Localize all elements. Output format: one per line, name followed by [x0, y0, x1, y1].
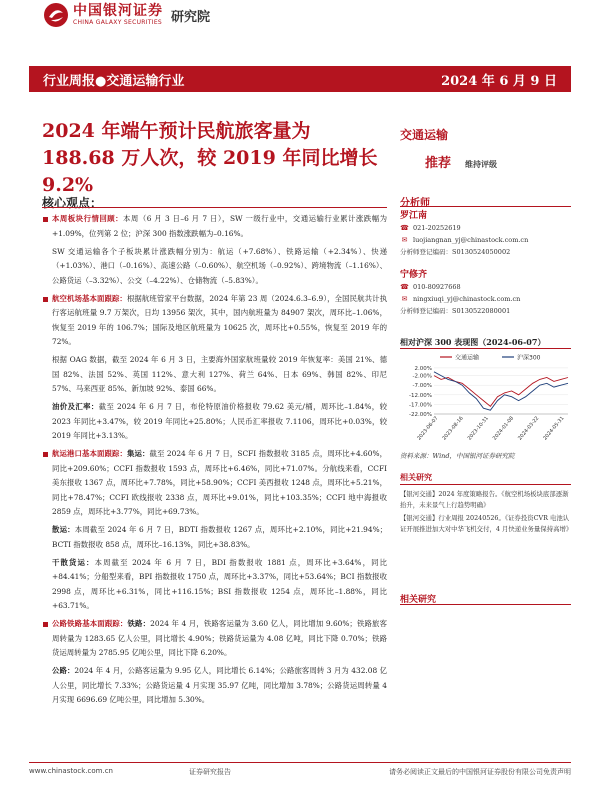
body-paragraph	[42, 212, 387, 241]
logo-chinese-name: 中国银河证券	[73, 3, 163, 19]
paragraph-lead: 本周板块行情回顾：	[52, 214, 124, 223]
paragraph-text: SW 交通运输各个子板块累计涨跌幅分别为：航运（+7.68%）、铁路运输（+2.34%）、快递（+1.03%）、港口（–0.16%）、高速公路（–0.60%）、航空机场（–0.92%）、跨境物流（–1.16%）、公路货运（–3.32%）、公交（–4.22%）、仓储物流（–5.83%）。	[52, 246, 387, 285]
paragraph-lead: 铁路：	[127, 619, 151, 628]
brand-logo	[43, 2, 210, 28]
series-line-0	[434, 376, 568, 407]
industry-label: 交通运输	[400, 128, 449, 142]
report-date: 2024 年 6 月 9 日	[441, 73, 557, 89]
x-tick-label: 2023-10-31	[466, 415, 490, 442]
analyst-email[interactable]: luojiangnan_yj@chinastock.com.cn	[413, 236, 529, 244]
paragraph-text: 本周（6 月 3 日–6 月 7 日），SW 一级行业中，交通运输行业累计涨跌幅为+1.09%，位列第 2 位；沪深 300 指数涨跌幅为–0.16%。	[52, 214, 387, 238]
analyst-phone: 010-80927668	[413, 283, 461, 291]
analyst-card	[400, 210, 528, 258]
paragraph-text: 截至 2024 年 6 月 7 日，SCFI 指数报收 3185 点，周环比+4.60%，同比+209.60%；CCFI 指数报收 1593 点，周环比+6.46%，同比+71.07%。分航线来看，CCFI 美东报收 1367 点，周环比+7.78%，同比+58.90%；CCFI 美西报收 1248 点，周环比+5.21%，同比+78.47%；CCFI 欧线报收 2338 点，周环比+9.01%，同比+103.35%；CCFI 地中海报收 2859 点，周环比+3.77%，同比+69.73%。	[52, 449, 387, 516]
paragraph-text: 2024 年 4 月，公路客运量为 9.95 亿人，同比增长 6.14%；公路旅客周转 3 月为 432.08 亿人公里，同比增长 7.33%；公路货运量 4 月实现 35.97 亿吨，同比增加 3.78%；公路货运周转量 4 月实现 6696.69 亿吨公里，同比增加 5.30%。	[52, 666, 387, 704]
x-tick-label: 2024-05-31	[542, 415, 566, 442]
page-footer	[29, 767, 571, 777]
x-tick-label: 2024-01-08	[491, 415, 516, 442]
footer-divider	[29, 762, 571, 763]
divider	[400, 484, 571, 485]
footer-label: 证券研究报告	[189, 768, 231, 776]
core-view-body	[42, 212, 387, 711]
y-tick-label: -2.00%	[412, 373, 432, 380]
related-item[interactable]: 【银河交通】行业周报 20240526。《证券投资CVR 电池认证开展推进加大对中华飞机交付，4 月快递业务量保持高增》	[400, 514, 573, 533]
divider	[400, 348, 571, 349]
email-icon: ✉	[401, 236, 408, 244]
y-tick-label: -7.00%	[412, 383, 432, 390]
y-tick-label: -22.00%	[409, 412, 432, 418]
phone-icon: ☎	[400, 283, 409, 291]
legend-label: 交通运输	[455, 354, 480, 362]
phone-icon: ☎	[400, 224, 409, 232]
galaxy-logo-icon	[43, 2, 69, 28]
paragraph-text: 本周截至 2024 年 6 月 7 日，BDI 指数报收 1881 点，周环比+3.64%，同比+84.41%；分船型来看，BPI 指数报收 1750 点，周环比+3.37%，同比+53.64%；BCI 指数报收 2998 点，周环比+6.31%，同比+116.15%；BSI 指数报收 1254 点，周环比–1.88%，同比+63.71%。	[52, 557, 387, 610]
paragraph-lead: 公路：	[52, 666, 75, 675]
body-paragraph	[42, 245, 387, 289]
footer-disclaimer: 请务必阅读正文最后的中国银河证券股份有限公司免责声明	[389, 768, 571, 776]
rating-row	[425, 152, 497, 171]
footer-website[interactable]: www.chinastock.com.cn	[29, 767, 113, 775]
paragraph-text: 截至 2024 年 6 月 7 日，布伦特原油价格报收 79.62 美元/桶，周环比–1.84%，较 2023 年同比+3.47%，较 2019 年同比+25.80%；人民币汇率报收 7.1106，周环比+0.03%，较 2019 年同比+3.13%。	[52, 402, 387, 440]
body-paragraph	[42, 292, 387, 350]
report-banner	[29, 66, 571, 92]
rating-value: 推荐	[425, 156, 452, 171]
report-category: 行业周报●交通运输行业	[43, 73, 185, 89]
divider	[400, 604, 571, 605]
body-paragraph	[42, 556, 387, 614]
paragraph-lead: 公路铁路基本面跟踪：	[52, 619, 128, 628]
paragraph-text: 根据航班管家平台数据，2024 年第 23 周（2024.6.3–6.9），全国民航共计执行客运航班量 9.7 万架次，日均 13956 架次，其中，国内航班量为 84907 架次，周环比–1.06%，恢复至 2019 年的 106.7%；国际及地区航班量为 10625 次，周环比+0.55%，恢复至 2019 年的 72%。	[52, 293, 387, 346]
analyst-card	[400, 269, 520, 317]
email-icon: ✉	[401, 295, 408, 303]
x-tick-label: 2024-03-22	[517, 415, 541, 442]
chart-source: 资料来源：Wind，中国银河证券研究院	[400, 452, 515, 460]
body-paragraph	[42, 400, 387, 444]
related-research-heading: 相关研究	[400, 472, 432, 482]
relative-performance-chart	[400, 352, 571, 448]
paragraph-lead: 油价及汇率：	[52, 402, 99, 411]
related-heading: 相关研究	[400, 595, 437, 605]
analyst-email[interactable]: ningxiuqi_yj@chinastock.com.cn	[413, 295, 521, 303]
paragraph-lead: 航空机场基本面跟踪：	[52, 293, 127, 303]
body-paragraph	[42, 353, 387, 397]
core-view-heading: 核心观点：	[42, 196, 103, 210]
paragraph-lead: 航运港口基本面跟踪：	[52, 449, 127, 458]
y-tick-label: -17.00%	[409, 402, 432, 409]
divider	[42, 207, 387, 208]
divider	[400, 206, 571, 207]
report-title: 2024 年端午预计民航旅客量为 188.68 万人次，较 2019 年同比增长 9.2%	[42, 120, 378, 196]
analyst-cert: 分析师登记编码：S0130524050002	[400, 248, 511, 256]
analyst-heading: 分析师	[400, 198, 430, 209]
related-item[interactable]: 【银河交通】2024 年度策略报告。《航空机场板块底部逐渐抬升，未来景气上行趋势明确》	[400, 490, 569, 509]
body-paragraph	[42, 664, 387, 708]
institute-label: 研究院	[171, 9, 211, 25]
paragraph-lead: 干散货运：	[52, 557, 95, 567]
logo-english-name: CHINA GALAXY SECURITIES	[73, 19, 163, 26]
y-tick-label: -12.00%	[409, 392, 432, 399]
paragraph-text: 2024 年 4 月，铁路客运量为 3.60 亿人，同比增加 9.60%；铁路旅客周转量为 1283.65 亿人公里，同比增长 4.90%；铁路货运量为 4.08 亿吨，同比下降 0.70%；铁路货运周转量为 2785.95 亿吨公里，同比下降 6.20%。	[52, 619, 387, 657]
x-tick-label: 2023-06-07	[416, 415, 440, 442]
paragraph-lead: 散运：	[52, 525, 75, 534]
body-paragraph	[42, 617, 387, 661]
chart-title: 相对沪深 300 表现图（2024-06-07）	[400, 337, 546, 347]
rating-note: 维持评级	[465, 159, 498, 169]
analyst-cert: 分析师登记编码：S0130522080001	[400, 307, 511, 315]
analyst-name: 罗江南	[400, 211, 428, 221]
analyst-name: 宁修齐	[400, 270, 428, 280]
related-research-list	[400, 489, 572, 537]
legend-label: 沪深300	[517, 354, 541, 362]
x-tick-label: 2023-08-16	[441, 415, 465, 442]
paragraph-text: 根据 OAG 数据，截至 2024 年 6 月 3 日，主要海外国家航班量较 2019 年恢复率：美国 21%、德国 82%、法国 52%、英国 112%、意大利 127%、荷兰 64%、日本 69%、韩国 82%、印尼 57%、马来西亚 85%、新加坡 92%、泰国 66%。	[52, 355, 387, 393]
y-tick-label: 2.00%	[414, 365, 432, 372]
analyst-phone: 021-20252619	[413, 224, 461, 232]
paragraph-text: 本周截至 2024 年 6 月 7 日，BDTI 指数报收 1267 点，周环比+2.10%，同比+21.94%；BCTI 指数报收 858 点，周环比–16.13%，同比+38.83%。	[52, 525, 387, 549]
body-paragraph	[42, 523, 387, 552]
paragraph-lead: 集运：	[126, 449, 150, 458]
body-paragraph	[42, 447, 387, 520]
